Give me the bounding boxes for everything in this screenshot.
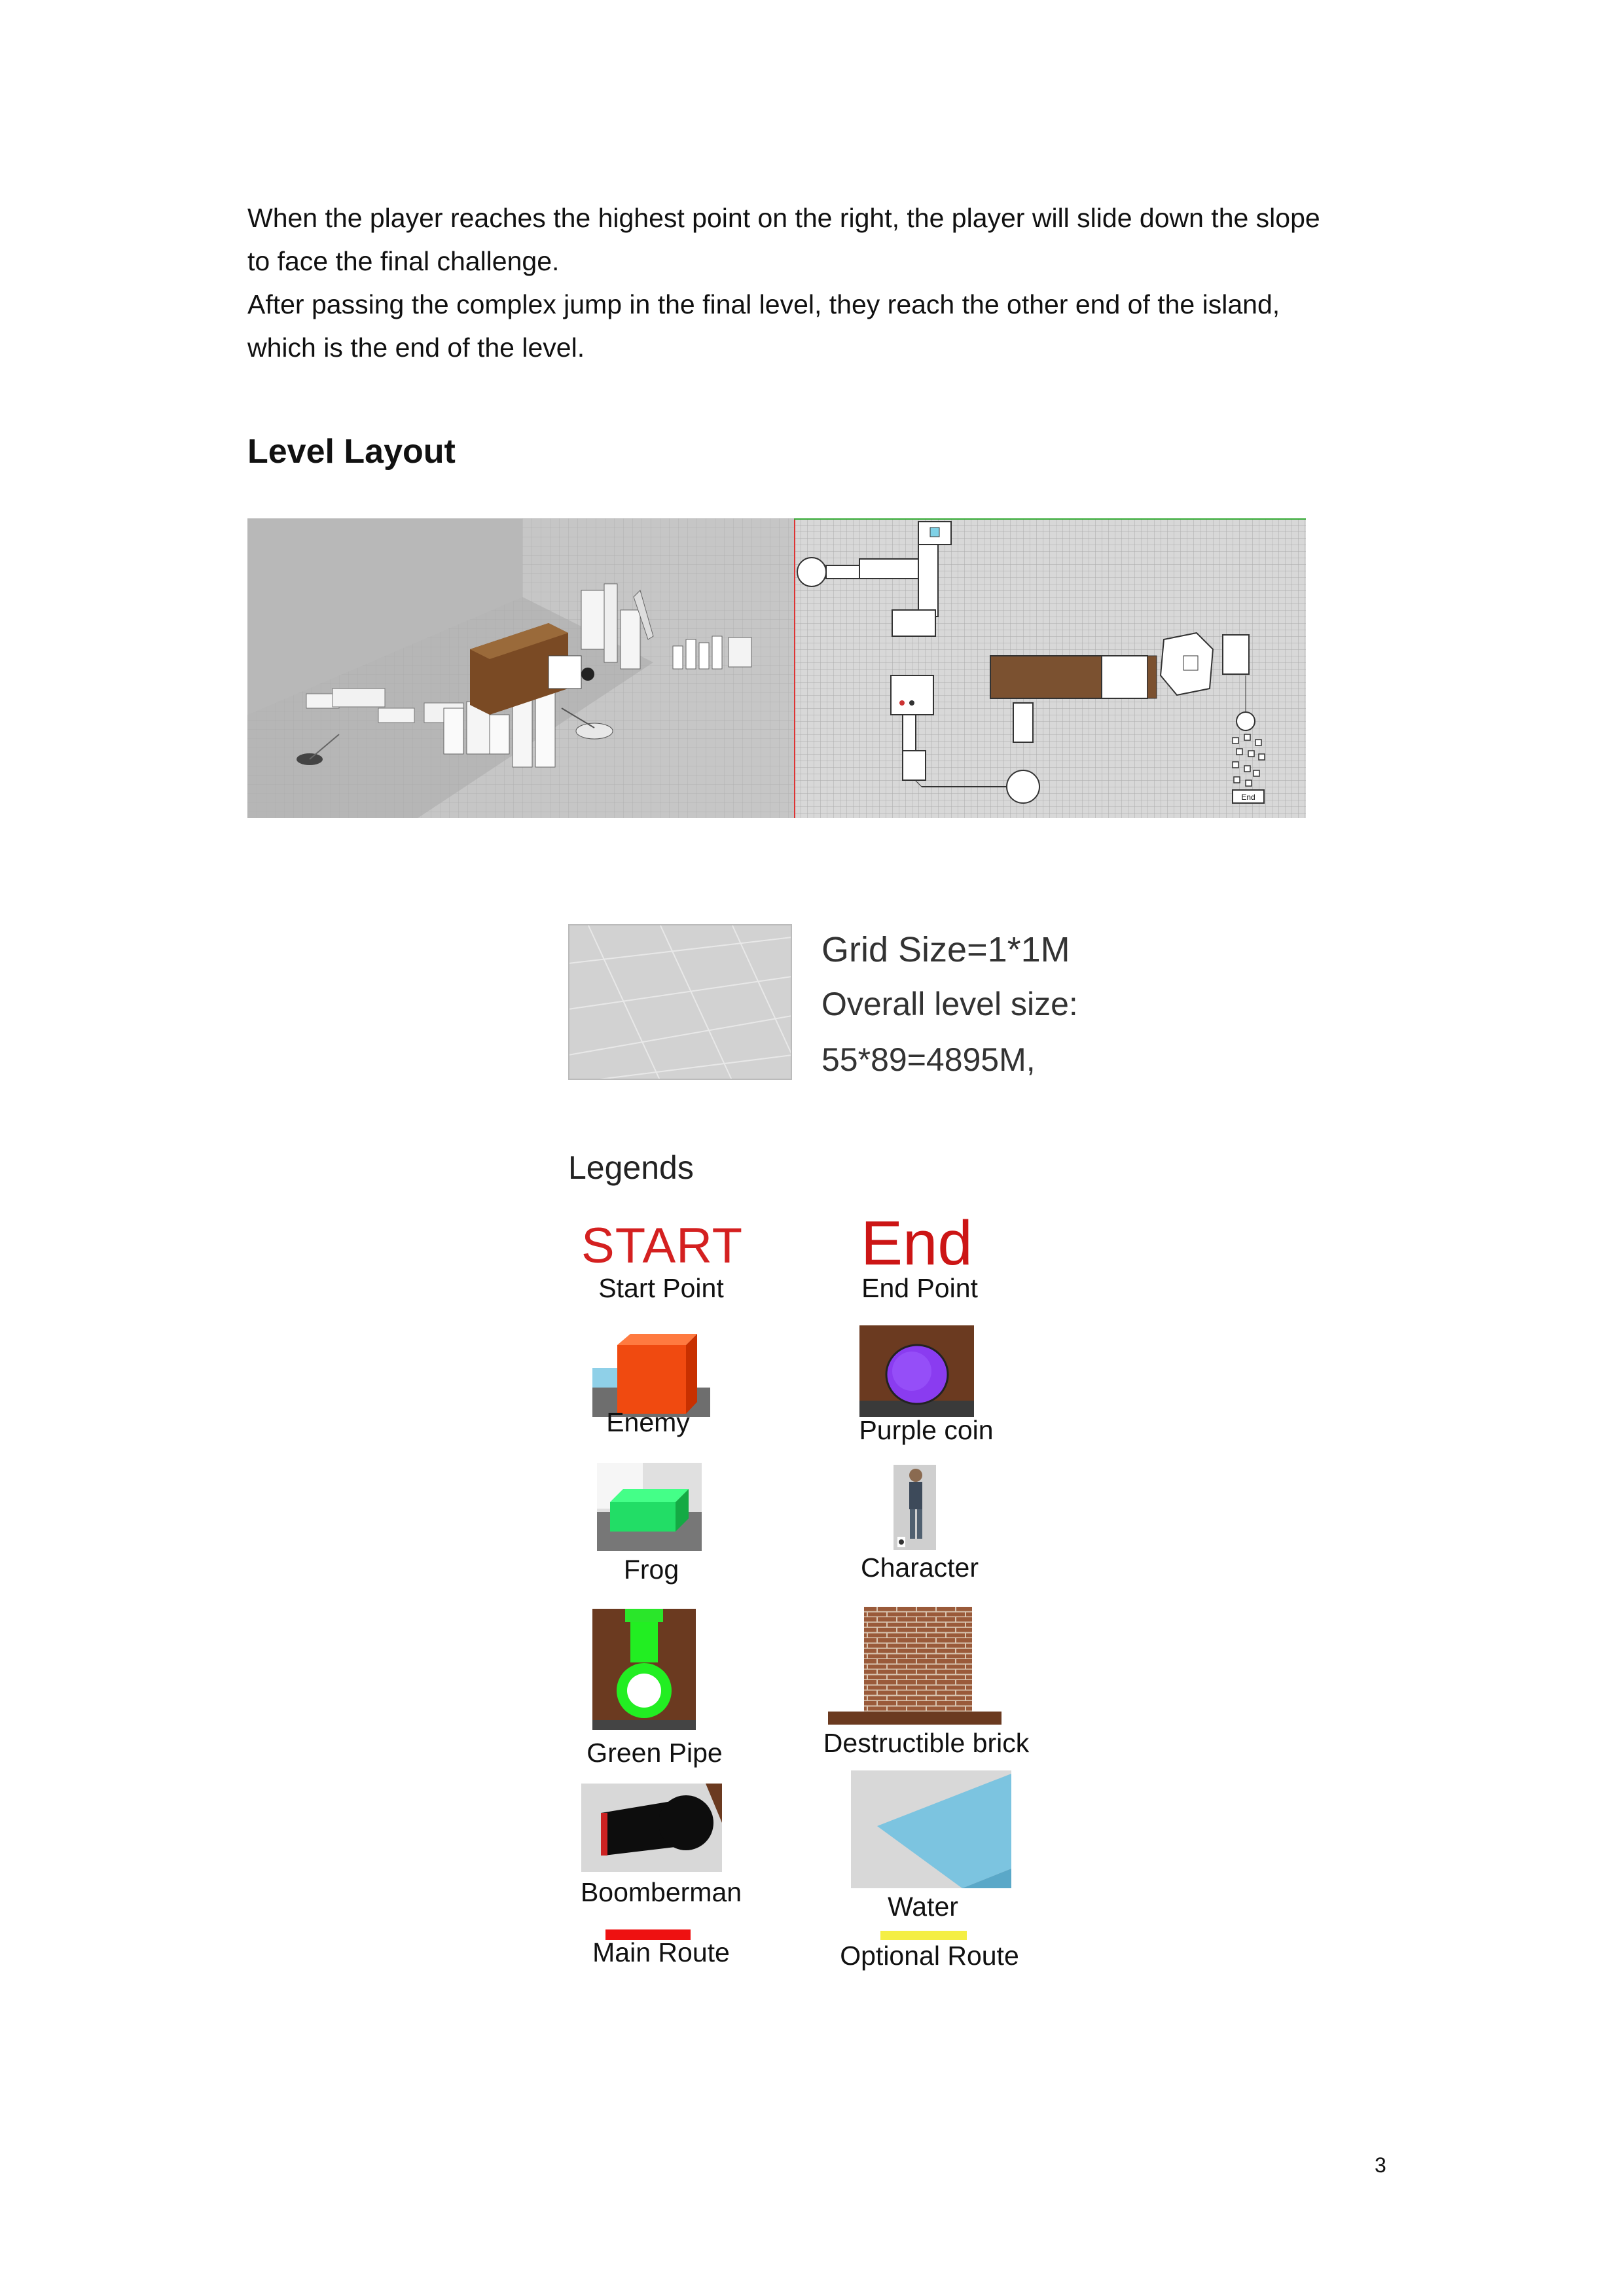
section-heading: Level Layout xyxy=(247,433,456,471)
character-icon xyxy=(893,1465,936,1550)
level-top-view xyxy=(794,518,1306,818)
destructible-brick-icon xyxy=(828,1607,1001,1728)
grid-size-text: Grid Size=1*1M xyxy=(821,930,1070,969)
legend-destructible-brick: Destructible brick xyxy=(823,1728,1030,1758)
body-line-1: When the player reaches the highest point on the right, the player will slide down the slope xyxy=(247,203,1320,233)
legend-main-route: Main Route xyxy=(592,1937,730,1967)
top-view-end-marker: End xyxy=(1241,793,1255,802)
grid-sample-swatch xyxy=(568,924,792,1080)
end-word: End xyxy=(861,1208,973,1278)
optional-route-swatch xyxy=(880,1931,967,1940)
legend-enemy: Enemy xyxy=(606,1407,690,1437)
frog-icon xyxy=(597,1463,702,1551)
legend-water: Water xyxy=(888,1892,958,1922)
overall-size-label: Overall level size: xyxy=(821,986,1078,1022)
legend-title: Legends xyxy=(568,1149,694,1186)
body-line-4: which is the end of the level. xyxy=(247,332,585,363)
green-pipe-icon xyxy=(592,1609,696,1730)
legend-optional-route: Optional Route xyxy=(840,1941,1019,1971)
enemy-icon xyxy=(592,1329,710,1417)
legend-start-point: Start Point xyxy=(598,1273,724,1303)
legend-purple-coin: Purple coin xyxy=(859,1415,994,1445)
legend-character: Character xyxy=(860,1552,979,1583)
legend-frog: Frog xyxy=(623,1554,679,1585)
start-word: START xyxy=(581,1218,744,1274)
legend-boomberman: Boomberman xyxy=(580,1877,742,1907)
overall-size-value: 55*89=4895M, xyxy=(821,1041,1036,1078)
boomberman-icon xyxy=(581,1784,722,1872)
legend-end-point: End Point xyxy=(861,1273,978,1303)
body-line-3: After passing the complex jump in the final level, they reach the other end of the island, xyxy=(247,289,1280,319)
level-3d-render xyxy=(247,518,794,818)
purple-coin-icon xyxy=(859,1325,974,1417)
legend-green-pipe: Green Pipe xyxy=(586,1738,723,1768)
page-number: 3 xyxy=(1375,2153,1386,2177)
water-icon xyxy=(851,1770,1011,1888)
body-line-2: to face the final challenge. xyxy=(247,246,560,276)
